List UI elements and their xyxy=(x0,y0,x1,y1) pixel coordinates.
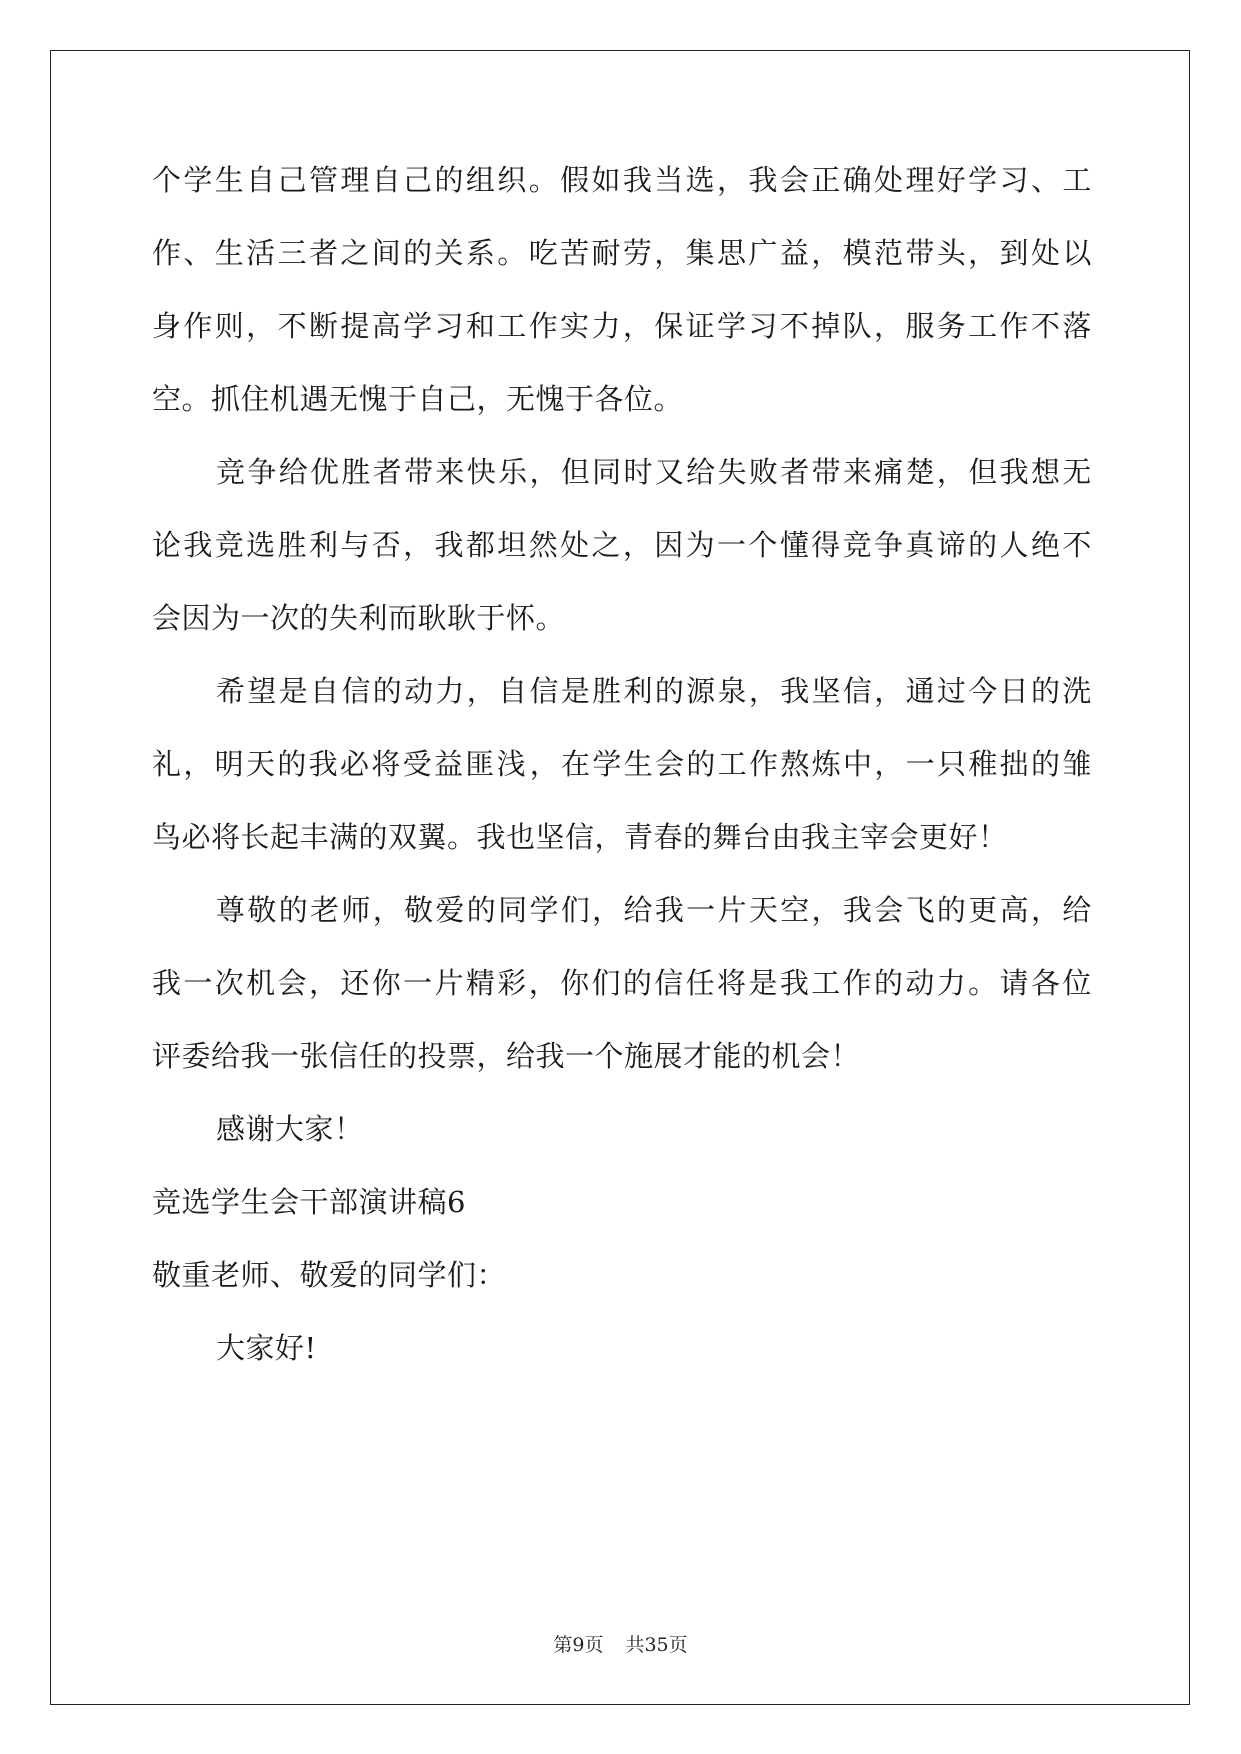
text-line: 鸟必将长起丰满的双翼。我也坚信，青春的舞台由我主宰会更好！ xyxy=(152,820,1008,854)
text-line: 我 一 次 机 会 ， 还 你 一 片 精 彩 ， 你 们 的 信 任 将 是 我 工 作 的 动 力 。 请 各 位 xyxy=(152,966,1092,1000)
text-line: 礼 ， 明 天 的 我 必 将 受 益 匪 浅 ， 在 学 生 会 的 工 作 熬 炼 中 ， 一 只 稚 拙 的 雏 xyxy=(152,747,1092,781)
text-line: 会因为一次的失利而耿耿于怀。 xyxy=(152,601,566,635)
closing-line: 感谢大家！ xyxy=(216,1112,364,1146)
page-number: 第9页 xyxy=(553,1634,604,1656)
section-heading: 竞选学生会干部演讲稿6 xyxy=(152,1185,466,1219)
text-line: 作 、 生 活 三 者 之 间 的 关 系 。 吃 苦 耐 劳 ， 集 思 广 益 ， 模 范 带 头 ， 到 处 以 xyxy=(152,236,1092,270)
page-border xyxy=(50,50,1190,1705)
text-line: 评委给我一张信任的投票，给我一个施展才能的机会！ xyxy=(152,1039,861,1073)
page-footer xyxy=(0,1632,1241,1658)
paragraph-first-line: 希 望 是 自 信 的 动 力 ， 自 信 是 胜 利 的 源 泉 ， 我 坚 信 ， 通 过 今 日 的 洗 xyxy=(216,674,1092,708)
page-total: 共35页 xyxy=(625,1634,688,1656)
salutation: 敬重老师、敬爱的同学们： xyxy=(152,1258,507,1292)
text-line: 空。抓住机遇无愧于自己，无愧于各位。 xyxy=(152,382,684,416)
text-line: 个 学 生 自 己 管 理 自 己 的 组 织 。 假 如 我 当 选 ， 我 会 正 确 处 理 好 学 习 、 工 xyxy=(152,163,1092,197)
text-line: 身 作 则 ， 不 断 提 高 学 习 和 工 作 实 力 ， 保 证 学 习 不 掉 队 ， 服 务 工 作 不 落 xyxy=(152,309,1092,343)
text-line: 论 我 竞 选 胜 利 与 否 ， 我 都 坦 然 处 之 ， 因 为 一 个 懂 得 竞 争 真 谛 的 人 绝 不 xyxy=(152,528,1092,562)
paragraph-first-line: 竞 争 给 优 胜 者 带 来 快 乐 ， 但 同 时 又 给 失 败 者 带 来 痛 楚 ， 但 我 想 无 xyxy=(216,455,1092,489)
paragraph-first-line: 尊 敬 的 老 师 ， 敬 爱 的 同 学 们 ， 给 我 一 片 天 空 ， 我 会 飞 的 更 高 ， 给 xyxy=(216,893,1092,927)
greeting: 大家好! xyxy=(216,1331,317,1365)
